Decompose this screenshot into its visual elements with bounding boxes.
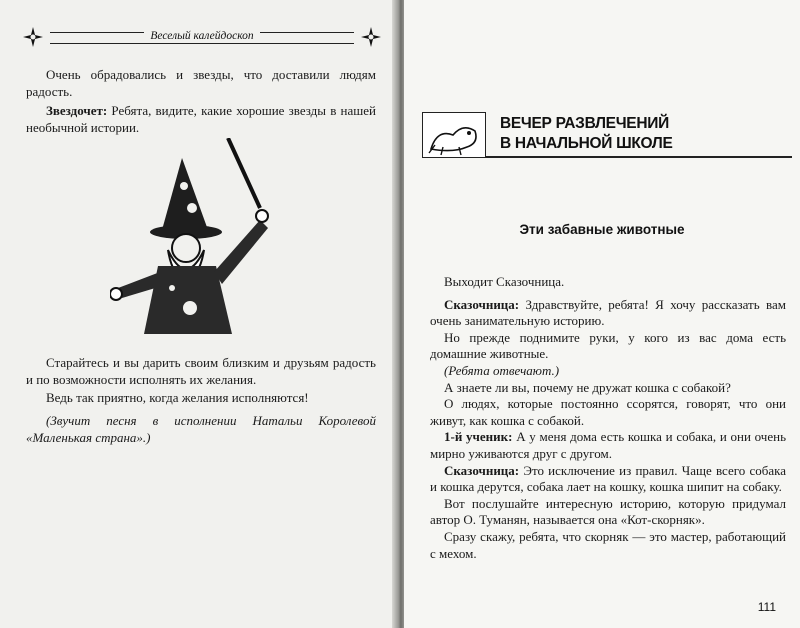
stage-direction-text: (Ребята отвечают.): [444, 362, 560, 378]
wizard-illustration: [110, 138, 280, 338]
paragraph-text: О людях, которые постоянно ссорятся, говорят, что они живут, как кошка с собакой.: [430, 396, 786, 428]
section-title: [500, 114, 673, 154]
speech-text: Ребята, видите, какие хорошие звезды в нашей необычной истории.: [26, 103, 376, 135]
paragraph-text: Ведь так приятно, когда желания исполняются!: [46, 390, 309, 405]
speaker-label: 1-й ученик:: [444, 429, 513, 445]
speech-text: Это исключение из правил. Чаще всего собака и кошка дерутся, собака лает на кошку, кошка шипит на собаку.: [430, 462, 787, 495]
paragraph-text: Но прежде поднимите руки, у кого из вас дома есть домашние животные.: [430, 329, 786, 362]
left-page: [0, 0, 396, 628]
paragraph: [26, 66, 376, 100]
section-title-line: В НАЧАЛЬНОЙ ШКОЛЕ: [500, 135, 673, 152]
body-text: [430, 274, 786, 562]
speech-text: Здравствуйте, ребята! Я хочу рассказать вам очень занимательную историю.: [430, 296, 786, 329]
subtitle: Эти забавные животные: [519, 222, 685, 237]
paragraph-text: Сразу скажу, ребята, что скорняк — это мастер, работающий с мехом.: [430, 528, 786, 561]
speaker-label: Сказочница:: [444, 296, 520, 312]
speaker-label: Сказочница:: [444, 462, 520, 478]
paragraph-text: А знаете ли вы, почему не дружат кошка с собакой?: [444, 379, 731, 395]
stage-direction-text: (Звучит песня в исполнении Натальи Королевой «Маленькая страна».): [26, 413, 376, 445]
paragraph-text: Вот послушайте интересную историю, которую придумал автор О. Туманян, называется она «Кот-скорняк».: [430, 495, 786, 528]
stage-direction: [26, 412, 376, 446]
running-head-title: Веселый калейдоскоп: [144, 30, 259, 42]
paragraph-text: Старайтесь и вы дарить своим близким и друзьям радость и по возможности исполнять их желания.: [26, 355, 376, 387]
page-number: 111: [757, 600, 776, 614]
paragraph: [26, 389, 376, 406]
paragraph-text: Очень обрадовались и звезды, что доставили людям радость.: [26, 67, 376, 99]
paragraph-text: Выходит Сказочница.: [444, 274, 565, 289]
animal-illustration-icon: [422, 112, 486, 158]
right-page: [404, 0, 800, 628]
speech-text: А у меня дома есть кошка и собака, и они очень мирно уживаются друг с другом.: [430, 429, 787, 461]
section-title-line: ВЕЧЕР РАЗВЛЕЧЕНИЙ: [500, 115, 669, 132]
running-head: [22, 26, 382, 48]
dialogue-line: [26, 102, 376, 136]
speaker-label: Звездочет:: [46, 103, 108, 118]
ornament-icon: [360, 26, 382, 48]
section-header: [422, 112, 792, 158]
paragraph: [26, 354, 376, 388]
